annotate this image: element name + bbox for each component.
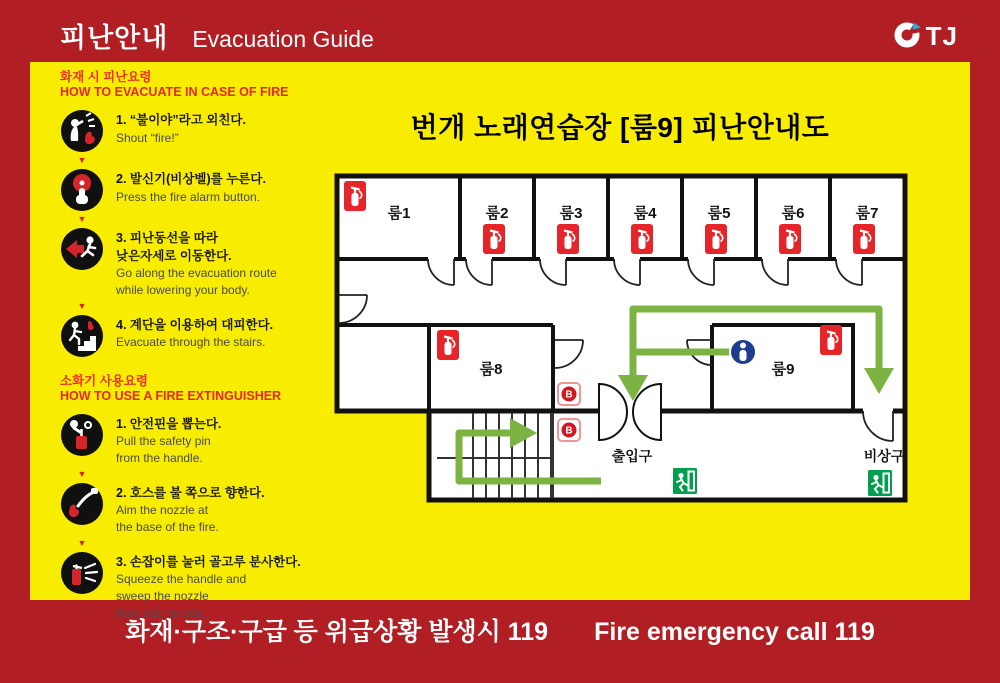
room-label: 룸1 bbox=[387, 205, 411, 222]
alarm-letter: B bbox=[565, 389, 573, 401]
room-label: 룸7 bbox=[855, 205, 879, 222]
extinguisher-section-heading bbox=[60, 374, 332, 404]
emergency-exit-label: 비상구 bbox=[863, 448, 905, 464]
instruction-step bbox=[60, 227, 332, 299]
down-arrow-connector-icon: ▼ bbox=[77, 155, 87, 165]
room-label: 룸6 bbox=[781, 205, 805, 222]
fire-extinguisher-icon bbox=[853, 224, 875, 254]
fire-extinguisher-icon bbox=[779, 224, 801, 254]
current-location-person-marker bbox=[730, 339, 756, 365]
footer-english: Fire emergency call 119 bbox=[594, 618, 875, 646]
exit-running-man-icon bbox=[868, 470, 892, 496]
instruction-step bbox=[60, 109, 332, 153]
room-label: 룸4 bbox=[633, 205, 657, 222]
fire-extinguisher-icon bbox=[557, 224, 579, 254]
fire-extinguisher-icon bbox=[820, 325, 842, 355]
alarm-button-icon bbox=[60, 168, 104, 212]
floor-plan-title: 번개 노래연습장 [룸9] 피난안내도 bbox=[410, 112, 830, 143]
sweep-spray-icon bbox=[60, 551, 104, 595]
step-text bbox=[116, 413, 221, 467]
step-english-line: sweep the nozzle bbox=[116, 589, 209, 604]
footer-korean: 화재·구조·구급 등 위급상황 발생시 119 bbox=[125, 618, 549, 646]
fire-extinguisher-icon bbox=[705, 224, 727, 254]
room-label: 룸5 bbox=[707, 205, 731, 222]
fire-extinguisher-icon bbox=[437, 330, 459, 360]
fire-extinguisher-icon bbox=[344, 181, 366, 211]
fire-extinguisher-icon bbox=[483, 224, 505, 254]
step-english-line: Pull the safety pin bbox=[116, 434, 211, 449]
page-title-korean: 피난안내 bbox=[60, 23, 169, 53]
extinguisher-heading-korean: 소화기 사용요령 bbox=[60, 373, 148, 388]
extinguisher-heading-english: HOW TO USE A FIRE EXTINGUISHER bbox=[60, 388, 282, 403]
step-english-line: from the handle. bbox=[116, 450, 203, 465]
step-english-line: Evacuate through the stairs. bbox=[116, 335, 266, 350]
step-text bbox=[116, 168, 266, 205]
step-text bbox=[116, 109, 246, 146]
step-english-line: while lowering your body. bbox=[116, 282, 250, 297]
step-korean-line: 2. 발신기(비상벨)를 누른다. bbox=[116, 172, 266, 186]
instruction-step bbox=[60, 482, 332, 536]
step-english-line: Go along the evacuation route bbox=[116, 266, 277, 280]
pull-pin-icon bbox=[60, 413, 104, 457]
step-korean-line: 낮은자세로 이동한다. bbox=[116, 248, 232, 263]
step-text bbox=[116, 227, 277, 299]
step-korean-line: 1. 안전핀을 뽑는다. bbox=[116, 416, 222, 431]
step-english-line: Press the fire alarm button. bbox=[116, 189, 261, 204]
brand-logo bbox=[891, 18, 958, 55]
brand-name: TJ bbox=[925, 21, 958, 51]
step-text bbox=[116, 482, 265, 536]
step-korean-line: 3. 손잡이를 눌러 골고루 분사한다. bbox=[116, 554, 301, 569]
tj-logo-mark-icon bbox=[891, 18, 923, 55]
evacuation-heading-korean: 화재 시 피난요령 bbox=[60, 70, 152, 84]
step-korean-line: 3. 피난동선을 따라 bbox=[116, 231, 218, 245]
step-english-line: the base of the fire. bbox=[116, 519, 219, 534]
down-arrow-connector-icon: ▼ bbox=[77, 468, 87, 479]
alarm-letter: B bbox=[565, 425, 573, 437]
step-korean-line: 1. “불이야”라고 외친다. bbox=[116, 113, 246, 127]
room-label: 룸2 bbox=[485, 205, 509, 222]
footer-emergency-call bbox=[0, 612, 1000, 648]
step-english-line: from side to side. bbox=[116, 605, 208, 620]
sidebar-instructions bbox=[60, 70, 332, 622]
step-english-line: Shout “fire!” bbox=[116, 130, 179, 145]
alarm-button-marker bbox=[558, 383, 580, 405]
header bbox=[60, 16, 374, 55]
alarm-button-marker bbox=[558, 419, 580, 441]
instruction-step bbox=[60, 413, 332, 467]
entrance-label: 출입구 bbox=[611, 448, 653, 464]
instruction-step bbox=[60, 168, 332, 212]
instruction-step bbox=[60, 314, 332, 358]
down-arrow-connector-icon: ▼ bbox=[77, 300, 87, 311]
down-arrow-connector-icon: ▼ bbox=[77, 537, 87, 548]
step-korean-line: 2. 호스를 불 쪽으로 향한다. bbox=[116, 485, 265, 500]
page-title-english: Evacuation Guide bbox=[192, 26, 374, 52]
exit-running-man-icon bbox=[673, 468, 697, 494]
step-text bbox=[116, 314, 273, 351]
shout-fire-icon bbox=[60, 109, 104, 153]
step-english-line: Aim the nozzle at bbox=[116, 503, 209, 518]
evacuation-heading-english: HOW TO EVACUATE IN CASE OF FIRE bbox=[60, 85, 289, 99]
aim-nozzle-icon bbox=[60, 482, 104, 526]
down-arrow-connector-icon: ▼ bbox=[77, 214, 87, 224]
use-stairs-icon bbox=[60, 314, 104, 358]
fire-extinguisher-icon bbox=[631, 224, 653, 254]
extinguisher-steps-list bbox=[60, 413, 332, 622]
room-label: 룸8 bbox=[479, 361, 503, 378]
evacuation-steps-list bbox=[60, 109, 332, 358]
step-english-line: Squeeze the handle and bbox=[116, 572, 247, 587]
room-label: 룸9 bbox=[771, 361, 795, 378]
evacuation-section-heading bbox=[60, 70, 332, 100]
room-label: 룸3 bbox=[559, 205, 583, 222]
crawl-low-icon bbox=[60, 227, 104, 271]
floor-plan bbox=[330, 168, 910, 508]
step-korean-line: 4. 계단을 이용하여 대피한다. bbox=[116, 317, 274, 332]
